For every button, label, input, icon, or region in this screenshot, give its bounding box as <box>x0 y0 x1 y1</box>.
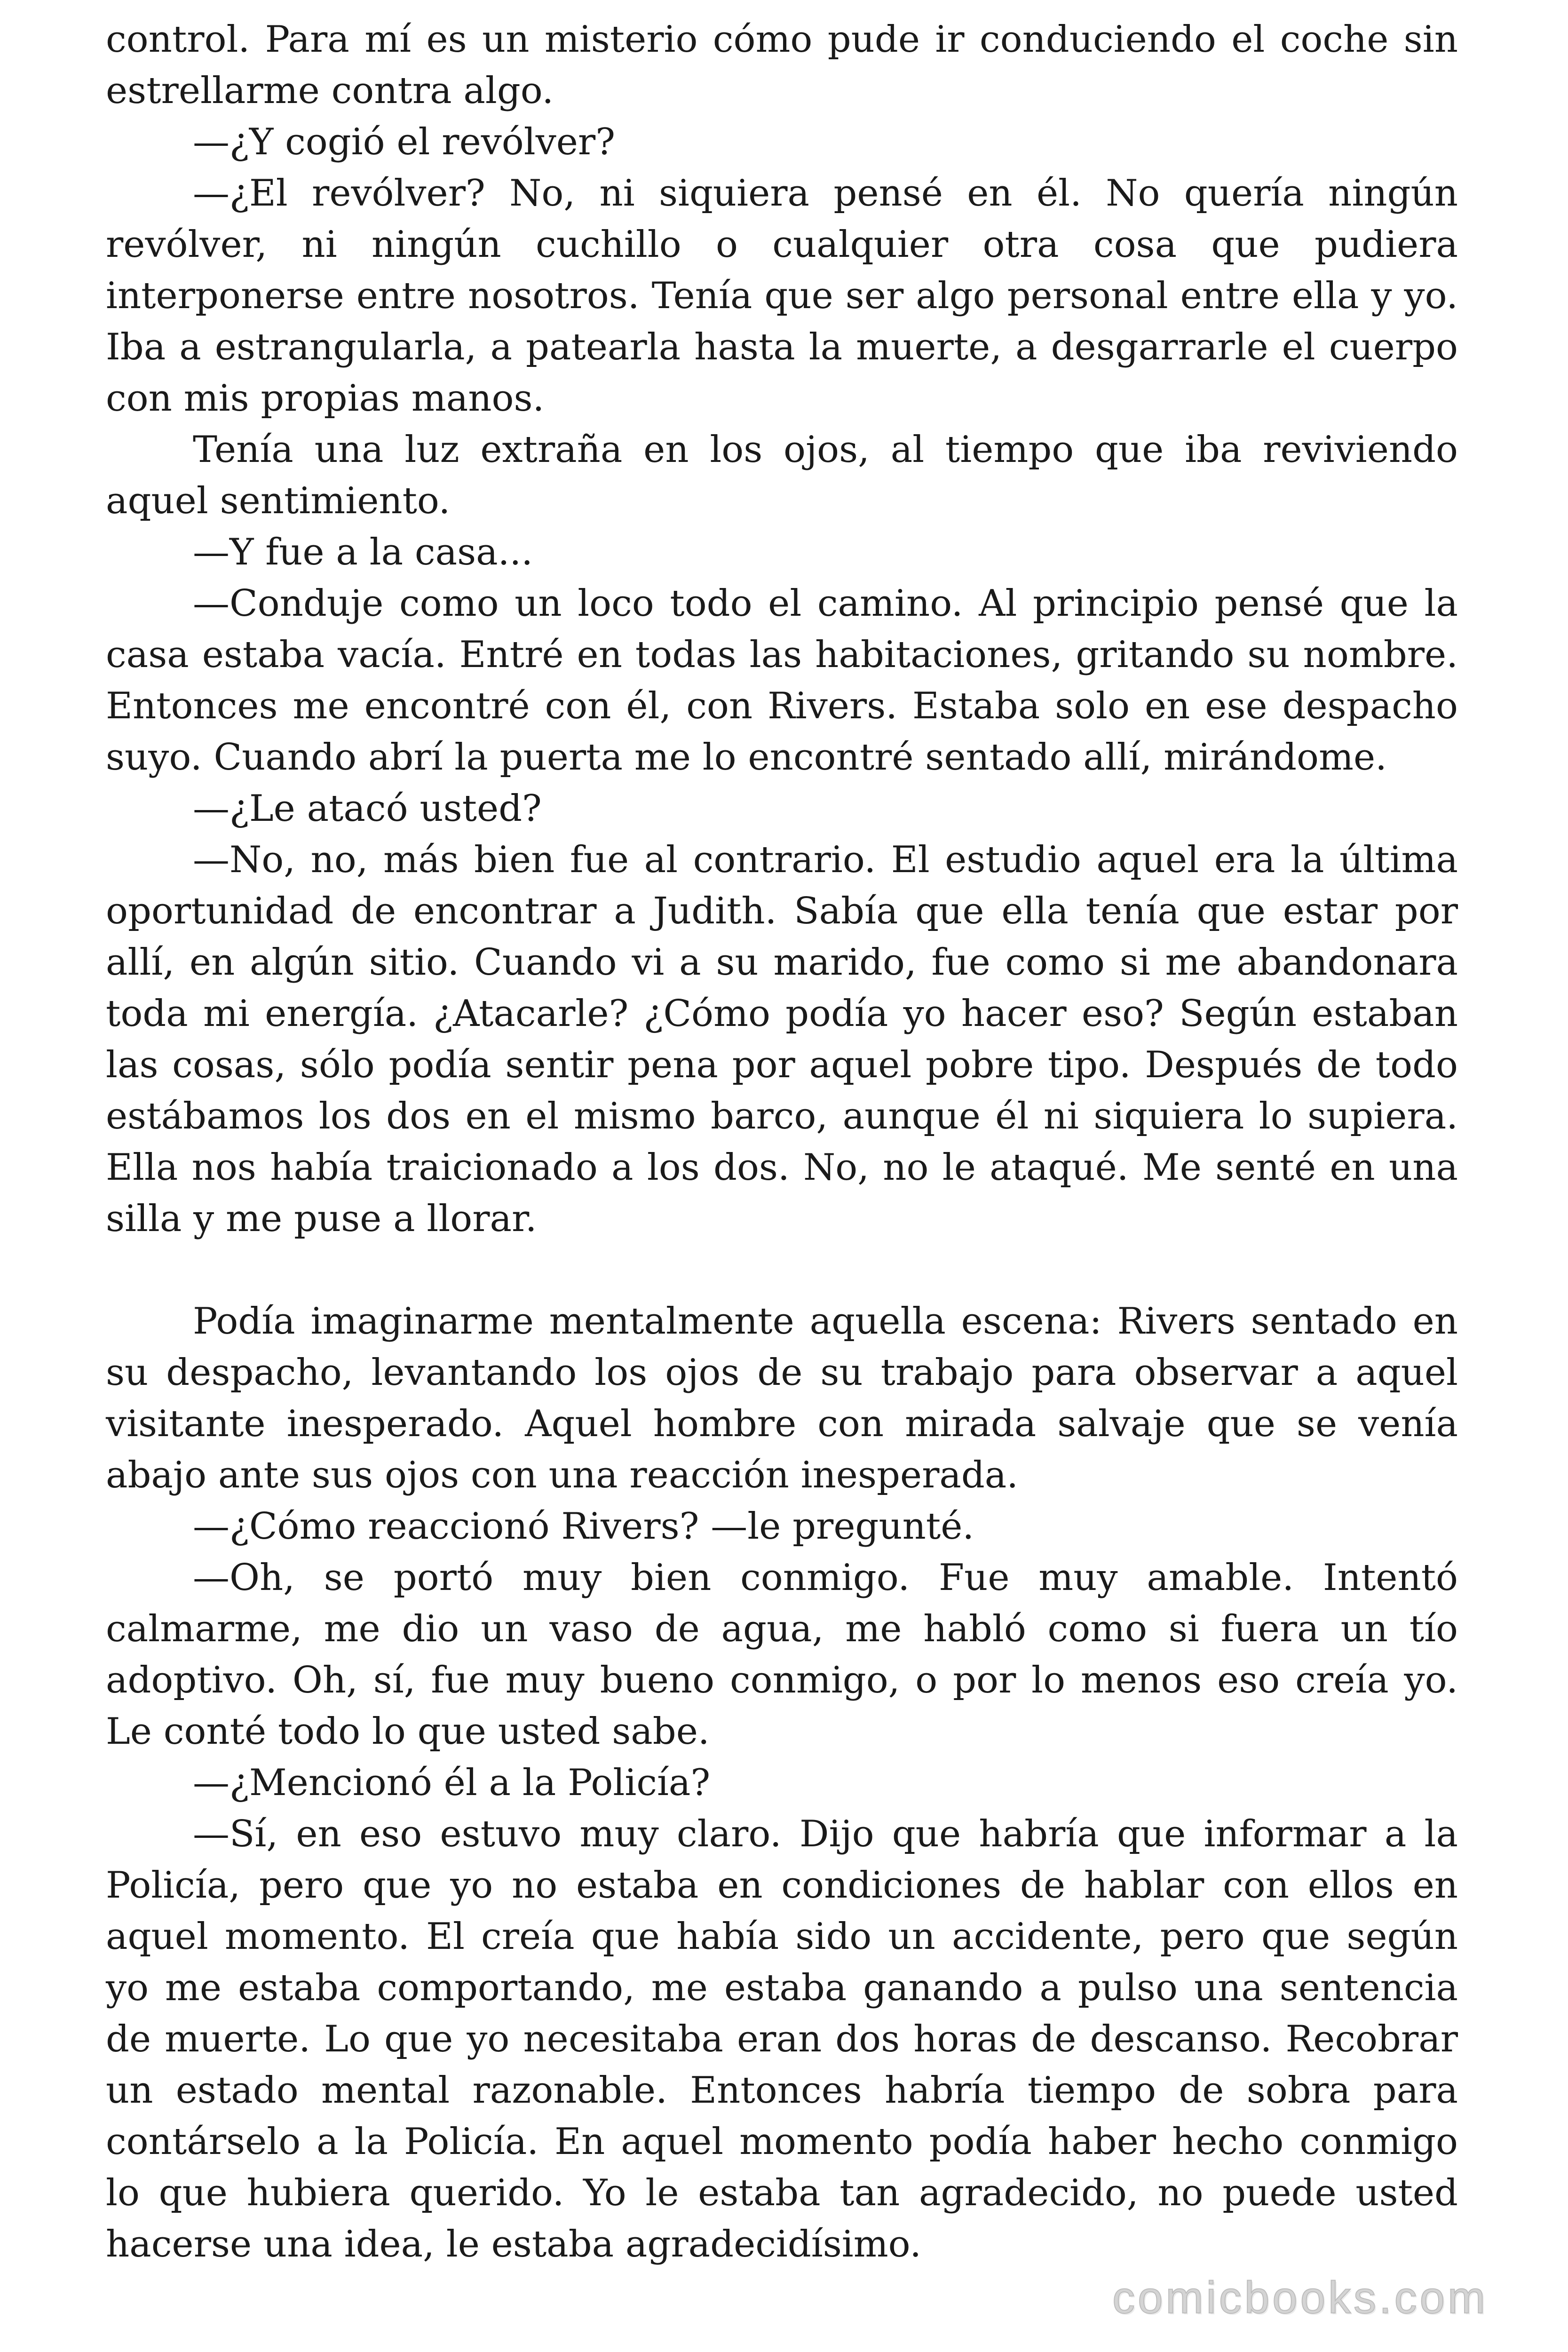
paragraph: —¿Cómo reaccionó Rivers? —le pregunté. <box>193 1505 974 1548</box>
paragraph: —¿Le atacó usted? <box>193 787 542 830</box>
paragraph: —Sí, en eso estuvo muy claro. Dijo que habría que informar a la Policía, pero que yo no estaba en condiciones de hablar con ellos en aquel momento. El creía que había sido un accidente, pero que según yo me estaba comportando, me estaba ganando a pulso una sentencia de muerte. Lo que yo necesitaba eran dos horas de descanso. Recobrar un estado mental razonable. Entonces habría tiempo de sobra para contárselo a la Policía. En aquel momento podía haber hecho conmigo lo que hubiera querido. Yo le estaba tan agradecido, no puede usted hacerse una idea, le estaba agradecidísimo. <box>106 1813 1458 2265</box>
watermark: comicbooks.com <box>1112 2273 1488 2323</box>
paragraph: Podía imaginarme mentalmente aquella escena: Rivers sentado en su despacho, levantando los ojos de su trabajo para observar a aquel visitante inesperado. Aquel hombre con mirada salvaje que se venía abajo ante sus ojos con una reacción inesperada. <box>106 1300 1458 1496</box>
paragraph: Tenía una luz extraña en los ojos, al tiempo que iba reviviendo aquel sentimiento. <box>106 429 1458 522</box>
section-break <box>106 1245 1458 1296</box>
paragraph: —Oh, se portó muy bien conmigo. Fue muy amable. Intentó calmarme, me dio un vaso de agua, me habló como si fuera un tío adoptivo. Oh, sí, fue muy bueno conmigo, o por lo menos eso creía yo. Le conté todo lo que usted sabe. <box>106 1557 1458 1753</box>
paragraph: —¿Y cogió el revólver? <box>193 121 616 163</box>
paragraph: control. Para mí es un misterio cómo pude ir conduciendo el coche sin estrellarme contra algo. <box>106 18 1458 112</box>
paragraph: —Conduje como un loco todo el camino. Al principio pensé que la casa estaba vacía. Entré en todas las habitaciones, gritando su nombre. Entonces me encontré con él, con Rivers. Estaba solo en ese despacho suyo. Cuando abrí la puerta me lo encontré sentado allí, mirándome. <box>106 582 1458 779</box>
page-text <box>106 14 1458 2270</box>
paragraph: —¿Mencionó él a la Policía? <box>193 1762 711 1804</box>
paragraph: —No, no, más bien fue al contrario. El estudio aquel era la última oportunidad de encontrar a Judith. Sabía que ella tenía que estar por allí, en algún sitio. Cuando vi a su marido, fue como si me abandonara toda mi energía. ¿Atacarle? ¿Cómo podía yo hacer eso? Según estaban las cosas, sólo podía sentir pena por aquel pobre tipo. Después de todo estábamos los dos en el mismo barco, aunque él ni siquiera lo supiera. Ella nos había traicionado a los dos. No, no le ataqué. Me senté en una silla y me puse a llorar. <box>106 839 1458 1240</box>
paragraph: —¿El revólver? No, ni siquiera pensé en él. No quería ningún revólver, ni ningún cuchillo o cualquier otra cosa que pudiera interponerse entre nosotros. Tenía que ser algo personal entre ella y yo. Iba a estrangularla, a patearla hasta la muerte, a desgarrarle el cuerpo con mis propias manos. <box>106 172 1458 420</box>
paragraph: —Y fue a la casa... <box>193 531 533 573</box>
